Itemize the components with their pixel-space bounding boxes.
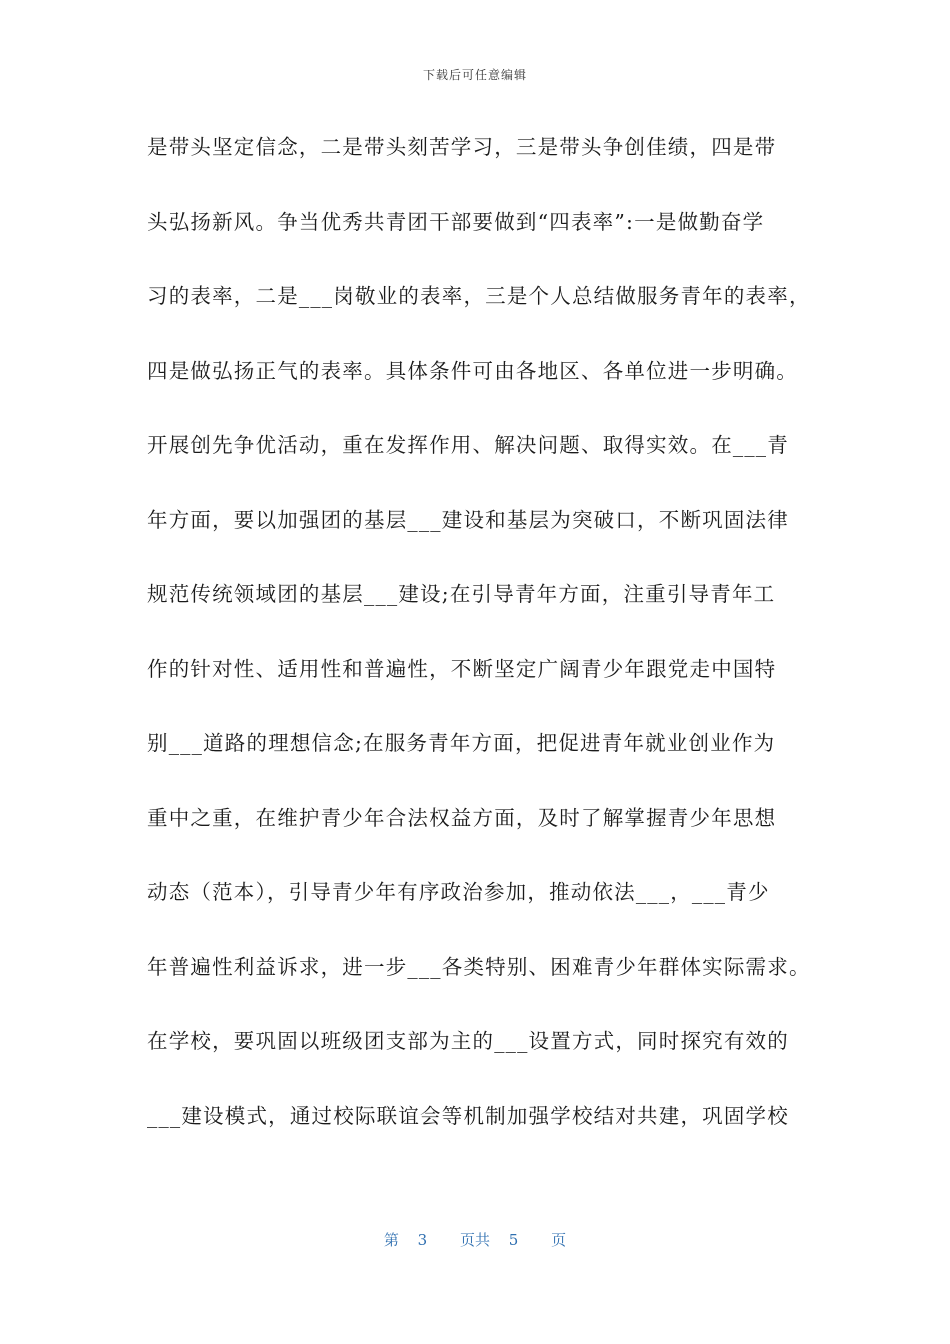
body-line: 作的针对性、适用性和普遍性，不断坚定广阔青少年跟党走中国特 — [147, 656, 777, 681]
document-body — [147, 128, 817, 1171]
footer-of-label: 页共 — [459, 1231, 490, 1249]
body-line: 是带头坚定信念，二是带头刻苦学习，三是带头争创佳绩，四是带 — [147, 135, 777, 159]
body-line: 年普遍性利益诉求，进一步___各类特别、困难青少年群体实际需求。 — [147, 954, 811, 979]
page-footer — [0, 1229, 950, 1250]
footer-total-pages: 5 — [508, 1231, 519, 1249]
page-header-note: 下载后可任意编辑 — [422, 68, 527, 82]
body-line: 年方面，要以加强团的基层___建设和基层为突破口，不断巩固法律 — [147, 507, 789, 532]
body-line: 别___道路的理想信念;在服务青年方面，把促进青年就业创业作为 — [147, 731, 776, 755]
footer-page-label: 第 — [383, 1231, 399, 1249]
body-line: 开展创先争优活动，重在发挥作用、解决问题、取得实效。在___青 — [147, 433, 789, 457]
body-line: 习的表率，二是___岗敬业的表率，三是个人总结做服务青年的表率， — [147, 284, 811, 308]
body-line: 规范传统领域团的基层___建设;在引导青年方面，注重引导青年工 — [147, 582, 776, 606]
body-line: 头弘扬新风。争当优秀共青团干部要做到“四表率”:一是做勤奋学 — [147, 209, 765, 234]
footer-current-page: 3 — [417, 1231, 428, 1249]
body-line: 四是做弘扬正气的表率。具体条件可由各地区、各单位进一步明确。 — [147, 358, 798, 383]
footer-end-label: 页 — [551, 1231, 567, 1249]
body-line: 重中之重，在维护青少年合法权益方面，及时了解掌握青少年思想 — [147, 805, 777, 830]
body-line: 在学校，要巩固以班级团支部为主的___设置方式，同时探究有效的 — [147, 1029, 789, 1053]
body-line: 动态（范本），引导青少年有序政治参加，推动依法___，___青少 — [147, 880, 770, 904]
body-line: ___建设模式，通过校际联谊会等机制加强学校结对共建，巩固学校 — [147, 1103, 789, 1128]
